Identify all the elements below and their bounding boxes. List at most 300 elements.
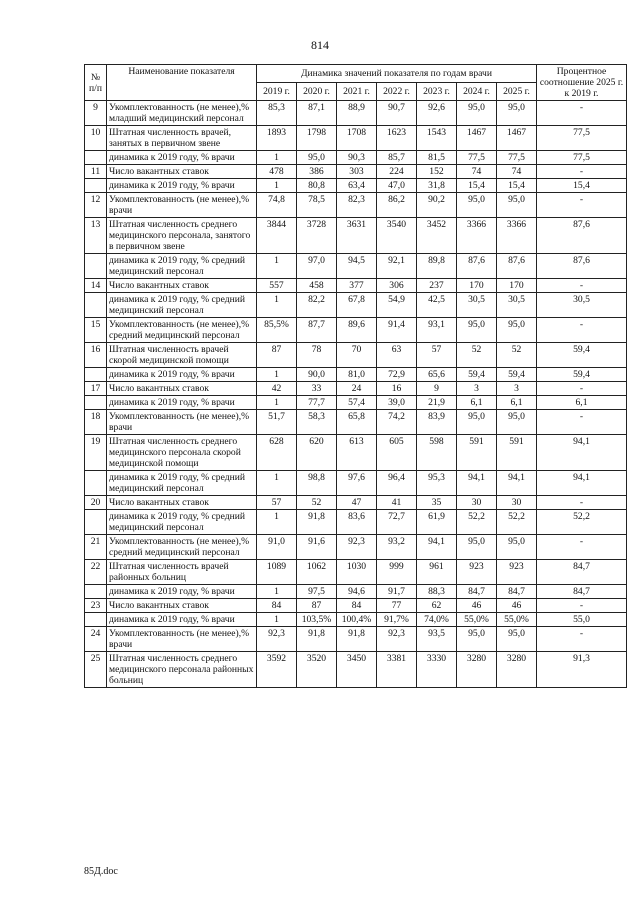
year-value: 35 [417,496,457,510]
table-row [85,151,627,165]
year-value: 3280 [497,652,537,688]
year-value: 80,8 [297,179,337,193]
year-value: 84 [257,599,297,613]
year-value: 47 [337,496,377,510]
indicator-name: Число вакантных ставок [107,599,257,613]
header-row-1 [85,65,627,83]
table-row [85,218,627,254]
year-value: 95,0 [497,410,537,435]
year-value: 63,4 [337,179,377,193]
indicator-name: динамика к 2019 году, % средний медицинский персонал [107,510,257,535]
row-number: 12 [85,193,107,218]
indicator-name: Штатная численность среднего медицинского персонала, занятого в первичном звене [107,218,257,254]
table-row [85,496,627,510]
table-row [85,179,627,193]
year-value: 92,3 [377,627,417,652]
year-value: 3592 [257,652,297,688]
year-value: 93,2 [377,535,417,560]
year-value: 81,5 [417,151,457,165]
year-value: 620 [297,435,337,471]
row-number [85,396,107,410]
year-value: 52 [497,343,537,368]
year-value: 15,4 [497,179,537,193]
row-number: 18 [85,410,107,435]
year-value: 95,0 [297,151,337,165]
indicator-name: Штатная численность врачей скорой медицинской помощи [107,343,257,368]
year-value: 94,5 [337,254,377,279]
year-value: 65,6 [417,368,457,382]
year-value: 92,3 [337,535,377,560]
year-value: 999 [377,560,417,585]
year-value: 31,8 [417,179,457,193]
indicator-name: Укомплектованность (не менее),% младший медицинский персонал [107,101,257,126]
row-number [85,613,107,627]
year-value: 74 [497,165,537,179]
table-row [85,560,627,585]
year-value: 6,1 [497,396,537,410]
year-value: 90,3 [337,151,377,165]
indicator-name: динамика к 2019 году, % средний медицинский персонал [107,471,257,496]
percent-ratio: 30,5 [537,293,627,318]
year-value: 52,2 [497,510,537,535]
year-value: 1543 [417,126,457,151]
year-value: 103,5% [297,613,337,627]
year-value: 1 [257,254,297,279]
year-value: 605 [377,435,417,471]
year-value: 3366 [497,218,537,254]
percent-ratio: 87,6 [537,254,627,279]
header-year: 2020 г. [297,83,337,101]
table-row [85,101,627,126]
indicator-name: Укомплектованность (не менее),% средний медицинский персонал [107,318,257,343]
year-value: 54,9 [377,293,417,318]
header-num: № п/п [85,65,107,101]
year-value: 95,0 [457,318,497,343]
year-value: 591 [497,435,537,471]
percent-ratio: 15,4 [537,179,627,193]
year-value: 15,4 [457,179,497,193]
year-value: 95,0 [497,193,537,218]
header-year: 2022 г. [377,83,417,101]
year-value: 90,7 [377,101,417,126]
row-number: 13 [85,218,107,254]
year-value: 82,2 [297,293,337,318]
row-number [85,254,107,279]
year-value: 85,5% [257,318,297,343]
year-value: 3 [457,382,497,396]
table-row [85,510,627,535]
year-value: 33 [297,382,337,396]
year-value: 95,3 [417,471,457,496]
year-value: 1030 [337,560,377,585]
year-value: 92,1 [377,254,417,279]
indicator-name: Штатная численность среднего медицинского персонала районных больниц [107,652,257,688]
indicator-name: динамика к 2019 году, % врачи [107,368,257,382]
year-value: 95,0 [497,101,537,126]
year-value: 93,5 [417,627,457,652]
indicator-name: динамика к 2019 году, % врачи [107,396,257,410]
year-value: 3450 [337,652,377,688]
year-value: 55,0% [497,613,537,627]
table-row [85,368,627,382]
row-number: 15 [85,318,107,343]
table-row [85,613,627,627]
row-number: 23 [85,599,107,613]
row-number [85,510,107,535]
year-value: 87,1 [297,101,337,126]
year-value: 58,3 [297,410,337,435]
year-value: 84,7 [457,585,497,599]
row-number [85,293,107,318]
year-value: 87 [297,599,337,613]
year-value: 3540 [377,218,417,254]
year-value: 3381 [377,652,417,688]
year-value: 1708 [337,126,377,151]
year-value: 47,0 [377,179,417,193]
year-value: 94,1 [417,535,457,560]
row-number: 20 [85,496,107,510]
year-value: 96,4 [377,471,417,496]
indicator-name: Число вакантных ставок [107,279,257,293]
year-value: 3452 [417,218,457,254]
year-value: 42 [257,382,297,396]
indicator-name: динамика к 2019 году, % врачи [107,179,257,193]
row-number: 24 [85,627,107,652]
indicator-name: Штатная численность врачей районных больниц [107,560,257,585]
year-value: 923 [457,560,497,585]
indicator-name: Число вакантных ставок [107,165,257,179]
row-number [85,151,107,165]
header-name: Наименование показателя [107,65,257,101]
year-value: 83,9 [417,410,457,435]
year-value: 1467 [457,126,497,151]
year-value: 83,6 [337,510,377,535]
year-value: 303 [337,165,377,179]
table-row [85,410,627,435]
year-value: 84,7 [497,585,537,599]
table-row [85,279,627,293]
year-value: 87,6 [457,254,497,279]
year-value: 67,8 [337,293,377,318]
year-value: 62 [417,599,457,613]
year-value: 224 [377,165,417,179]
year-value: 91,7 [377,585,417,599]
table-row [85,396,627,410]
year-value: 21,9 [417,396,457,410]
indicator-name: динамика к 2019 году, % средний медицинский персонал [107,293,257,318]
year-value: 92,3 [257,627,297,652]
header-year: 2023 г. [417,83,457,101]
year-value: 52 [297,496,337,510]
year-value: 100,4% [337,613,377,627]
year-value: 72,7 [377,510,417,535]
year-value: 306 [377,279,417,293]
year-value: 74 [457,165,497,179]
table-row [85,585,627,599]
row-number: 17 [85,382,107,396]
year-value: 628 [257,435,297,471]
year-value: 95,0 [457,627,497,652]
year-value: 1 [257,151,297,165]
year-value: 77,7 [297,396,337,410]
year-value: 91,6 [297,535,337,560]
row-number: 11 [85,165,107,179]
indicator-name: динамика к 2019 году, % средний медицинский персонал [107,254,257,279]
year-value: 170 [457,279,497,293]
footer-filename: 85Д.doc [84,866,118,877]
percent-ratio: 77,5 [537,151,627,165]
year-value: 3728 [297,218,337,254]
year-value: 77,5 [457,151,497,165]
header-year: 2021 г. [337,83,377,101]
percent-ratio: - [537,599,627,613]
year-value: 89,8 [417,254,457,279]
indicator-name: Укомплектованность (не менее),% врачи [107,627,257,652]
year-value: 39,0 [377,396,417,410]
year-value: 41 [377,496,417,510]
year-value: 90,2 [417,193,457,218]
percent-ratio: 91,3 [537,652,627,688]
table-row [85,343,627,368]
table-row [85,254,627,279]
indicator-name: динамика к 2019 году, % врачи [107,613,257,627]
year-value: 97,0 [297,254,337,279]
year-value: 88,3 [417,585,457,599]
year-value: 16 [377,382,417,396]
header-year: 2025 г. [497,83,537,101]
year-value: 91,8 [297,627,337,652]
year-value: 81,0 [337,368,377,382]
table-body [85,101,627,688]
header-year: 2024 г. [457,83,497,101]
year-value: 86,2 [377,193,417,218]
year-value: 3844 [257,218,297,254]
percent-ratio: 94,1 [537,435,627,471]
year-value: 87,6 [497,254,537,279]
year-value: 152 [417,165,457,179]
year-value: 377 [337,279,377,293]
percent-ratio: - [537,165,627,179]
table-row [85,435,627,471]
year-value: 77 [377,599,417,613]
year-value: 74,0% [417,613,457,627]
year-value: 557 [257,279,297,293]
year-value: 57 [257,496,297,510]
year-value: 94,6 [337,585,377,599]
year-value: 57,4 [337,396,377,410]
year-value: 85,3 [257,101,297,126]
year-value: 1089 [257,560,297,585]
percent-ratio: - [537,193,627,218]
year-value: 46 [497,599,537,613]
year-value: 95,0 [497,627,537,652]
row-number [85,179,107,193]
row-number: 22 [85,560,107,585]
year-value: 30 [457,496,497,510]
year-value: 91,0 [257,535,297,560]
year-value: 91,7% [377,613,417,627]
indicator-name: динамика к 2019 году, % врачи [107,585,257,599]
percent-ratio: 59,4 [537,368,627,382]
year-value: 95,0 [457,193,497,218]
year-value: 1062 [297,560,337,585]
year-value: 613 [337,435,377,471]
year-value: 90,0 [297,368,337,382]
header-year: 2019 г. [257,83,297,101]
year-value: 52,2 [457,510,497,535]
year-value: 1 [257,585,297,599]
percent-ratio: - [537,535,627,560]
percent-ratio: 87,6 [537,218,627,254]
year-value: 93,1 [417,318,457,343]
year-value: 57 [417,343,457,368]
year-value: 63 [377,343,417,368]
row-number: 9 [85,101,107,126]
year-value: 72,9 [377,368,417,382]
table-row [85,318,627,343]
indicator-name: Укомплектованность (не менее),% средний медицинский персонал [107,535,257,560]
row-number: 21 [85,535,107,560]
year-value: 92,6 [417,101,457,126]
table-row [85,193,627,218]
indicator-name: динамика к 2019 году, % врачи [107,151,257,165]
percent-ratio: 6,1 [537,396,627,410]
year-value: 51,7 [257,410,297,435]
year-value: 87 [257,343,297,368]
year-value: 3280 [457,652,497,688]
table-row [85,165,627,179]
percent-ratio: - [537,410,627,435]
year-value: 1 [257,368,297,382]
page-number: 814 [311,38,329,52]
year-value: 97,5 [297,585,337,599]
year-value: 52 [457,343,497,368]
year-value: 24 [337,382,377,396]
year-value: 74,8 [257,193,297,218]
year-value: 78 [297,343,337,368]
row-number: 10 [85,126,107,151]
year-value: 3520 [297,652,337,688]
year-value: 88,9 [337,101,377,126]
year-value: 59,4 [457,368,497,382]
year-value: 55,0% [457,613,497,627]
year-value: 961 [417,560,457,585]
year-value: 1 [257,613,297,627]
year-value: 1 [257,179,297,193]
indicator-name: Укомплектованность (не менее),% врачи [107,193,257,218]
row-number [85,368,107,382]
percent-ratio: - [537,382,627,396]
header-percent: Процентное соотношение 2025 г. к 2019 г. [537,65,627,101]
year-value: 30,5 [457,293,497,318]
table-row [85,471,627,496]
year-value: 74,2 [377,410,417,435]
year-value: 3366 [457,218,497,254]
year-value: 78,5 [297,193,337,218]
header-dynamics: Динамика значений показателя по годам врачи [257,65,537,83]
year-value: 591 [457,435,497,471]
year-value: 82,3 [337,193,377,218]
percent-ratio: 52,2 [537,510,627,535]
percent-ratio: 55,0 [537,613,627,627]
table-row [85,293,627,318]
percent-ratio: 59,4 [537,343,627,368]
percent-ratio: - [537,279,627,293]
year-value: 9 [417,382,457,396]
year-value: 85,7 [377,151,417,165]
percent-ratio: 84,7 [537,560,627,585]
year-value: 42,5 [417,293,457,318]
indicator-name: Штатная численность среднего медицинского персонала скорой медицинской помощи [107,435,257,471]
indicator-name: Число вакантных ставок [107,382,257,396]
row-number: 14 [85,279,107,293]
year-value: 97,6 [337,471,377,496]
year-value: 94,1 [497,471,537,496]
year-value: 87,7 [297,318,337,343]
row-number: 25 [85,652,107,688]
year-value: 59,4 [497,368,537,382]
percent-ratio: 94,1 [537,471,627,496]
table-row [85,599,627,613]
year-value: 3631 [337,218,377,254]
year-value: 478 [257,165,297,179]
table-row [85,535,627,560]
year-value: 84 [337,599,377,613]
year-value: 61,9 [417,510,457,535]
year-value: 6,1 [457,396,497,410]
year-value: 1623 [377,126,417,151]
year-value: 30,5 [497,293,537,318]
year-value: 70 [337,343,377,368]
table-row [85,126,627,151]
year-value: 95,0 [457,535,497,560]
year-value: 1798 [297,126,337,151]
year-value: 1 [257,293,297,318]
year-value: 77,5 [497,151,537,165]
indicator-name: Укомплектованность (не менее),% врачи [107,410,257,435]
row-number [85,585,107,599]
table-row [85,627,627,652]
year-value: 1 [257,396,297,410]
year-value: 923 [497,560,537,585]
year-value: 91,4 [377,318,417,343]
percent-ratio: - [537,101,627,126]
year-value: 1893 [257,126,297,151]
year-value: 91,8 [297,510,337,535]
year-value: 458 [297,279,337,293]
percent-ratio: - [537,496,627,510]
percent-ratio: - [537,318,627,343]
year-value: 95,0 [457,101,497,126]
year-value: 46 [457,599,497,613]
year-value: 30 [497,496,537,510]
table-row [85,382,627,396]
percent-ratio: 77,5 [537,126,627,151]
year-value: 95,0 [497,535,537,560]
row-number: 16 [85,343,107,368]
indicator-name: Число вакантных ставок [107,496,257,510]
year-value: 598 [417,435,457,471]
year-value: 91,8 [337,627,377,652]
table-row [85,652,627,688]
year-value: 1467 [497,126,537,151]
year-value: 170 [497,279,537,293]
year-value: 95,0 [457,410,497,435]
year-value: 3330 [417,652,457,688]
indicators-table [84,64,627,688]
year-value: 95,0 [497,318,537,343]
year-value: 237 [417,279,457,293]
